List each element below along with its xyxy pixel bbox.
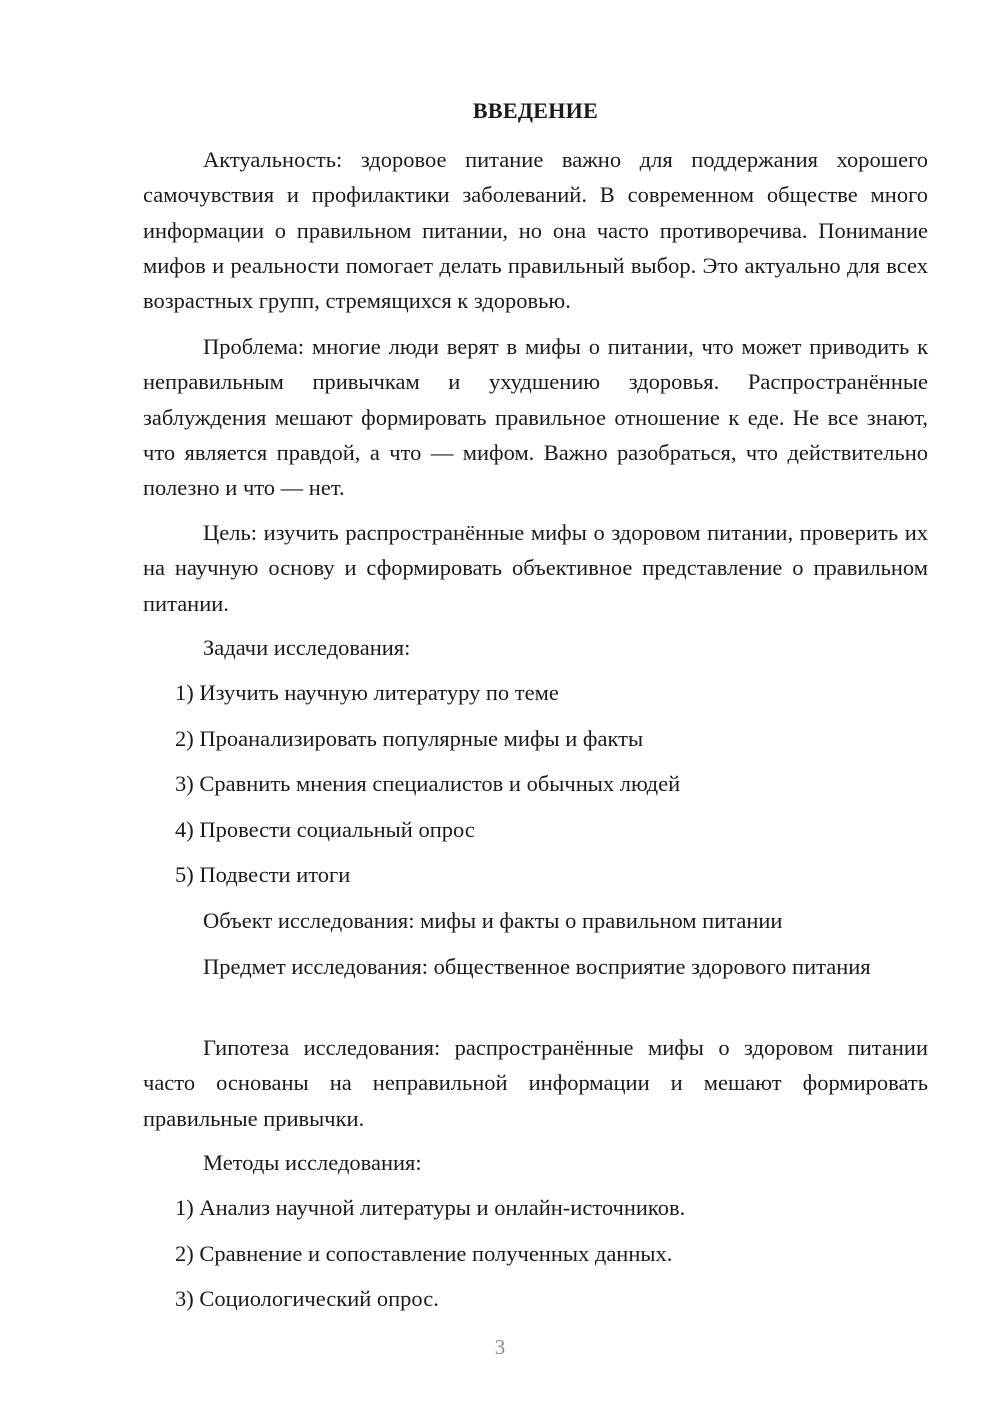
method-item: 2) Сравнение и сопоставление полученных данных. bbox=[175, 1241, 673, 1266]
task-item: 2) Проанализировать популярные мифы и факты bbox=[175, 726, 644, 751]
goal-paragraph: Цель: изучить распространённые мифы о здоровом питании, проверить их на научную основу и сформировать объективное представление о правильном питании. bbox=[143, 520, 928, 616]
task-item: 4) Провести социальный опрос bbox=[175, 817, 475, 842]
section-title: ВВЕДЕНИЕ bbox=[472, 98, 599, 123]
page-number: 3 bbox=[494, 1335, 506, 1359]
task-item: 5) Подвести итоги bbox=[175, 862, 351, 887]
problem-paragraph: Проблема: многие люди верят в мифы о питании, что может приводить к неправильным привычкам и ухудшению здоровья. Распространённые заблуждения мешают формировать правильное отношение к еде. Не все знают, что является правдой, а что — мифом. Важно разобраться, что действительно полезно и что — нет. bbox=[143, 334, 928, 501]
task-item: 3) Сравнить мнения специалистов и обычных людей bbox=[175, 771, 681, 796]
method-item: 1) Анализ научной литературы и онлайн-источников. bbox=[175, 1195, 686, 1220]
hypothesis-paragraph: Гипотеза исследования: распространённые мифы о здоровом питании часто основаны на неправильной информации и мешают формировать правильные привычки. bbox=[143, 1035, 928, 1131]
subject-paragraph: Предмет исследования: общественное восприятие здорового питания bbox=[203, 954, 871, 979]
method-item: 3) Социологический опрос. bbox=[175, 1286, 439, 1311]
object-line: Объект исследования: мифы и факты о правильном питании bbox=[203, 908, 783, 933]
task-item: 1) Изучить научную литературу по теме bbox=[175, 680, 559, 705]
tasks-heading: Задачи исследования: bbox=[203, 635, 411, 660]
relevance-paragraph: Актуальность: здоровое питание важно для поддержания хорошего самочувствия и профилактики заболеваний. В современном обществе много информации о правильном питании, но она часто противоречива. Понимание мифов и реальности помогает делать правильный выбор. Это актуально для всех возрастных групп, стремящихся к здоровью. bbox=[143, 147, 928, 314]
methods-heading: Методы исследования: bbox=[203, 1150, 422, 1175]
